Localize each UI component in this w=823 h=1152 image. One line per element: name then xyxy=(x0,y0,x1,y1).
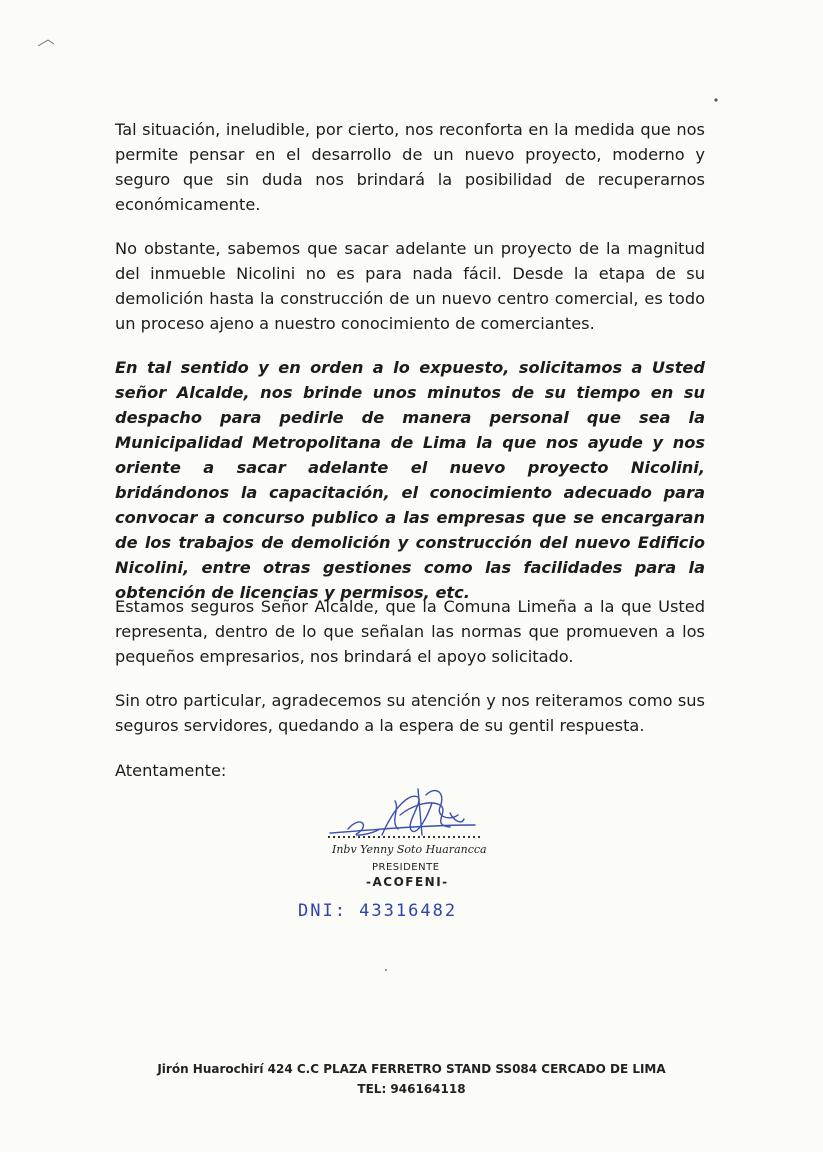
signer-organization: -ACOFENI- xyxy=(366,875,449,889)
paper-speck-icon xyxy=(712,96,720,104)
signer-name: Inbv Yenny Soto Huarancca xyxy=(332,843,487,856)
paragraph-2: No obstante, sabemos que sacar adelante un proyecto de la magnitud del inmueble Nicolini no es para nada fácil. Desde la etapa de su demolición hasta la construcción de un nuevo centro comercial, es todo un proceso ajeno a nuestro conocimiento de comerciantes. xyxy=(115,239,705,333)
footer-tel: TEL: 946164118 xyxy=(357,1082,466,1096)
paragraph-4: Estamos seguros Señor Alcalde, que la Comuna Limeña a la que Usted representa, dentro de lo que señalan las normas que promueven a los pequeños empresarios, nos brindará el apoyo solicitado. xyxy=(115,597,705,666)
closing: Atentamente: xyxy=(115,761,227,780)
dni-handwritten: DNI: 43316482 xyxy=(298,901,458,921)
paper-speck-icon xyxy=(382,966,390,974)
footer-address: Jirón Huarochirí 424 C.C PLAZA FERRETRO STAND SS084 CERCADO DE LIMA xyxy=(157,1062,666,1076)
paragraph-1: Tal situación, ineludible, por cierto, nos reconforta en la medida que nos permite pensar en el desarrollo de un nuevo proyecto, moderno y seguro que sin duda nos brindará la posibilidad de recuperarnos económicamente. xyxy=(115,120,705,214)
paper-mark-icon xyxy=(36,36,56,50)
signer-title: PRESIDENTE xyxy=(372,862,440,873)
paragraph-5: Sin otro particular, agradecemos su atención y nos reiteramos como sus seguros servidores, quedando a la espera de su gentil respuesta. xyxy=(115,691,705,735)
signature-block xyxy=(300,785,520,895)
paragraph-request: En tal sentido y en orden a lo expuesto, solicitamos a Usted señor Alcalde, nos brinde unos minutos de su tiempo en su despacho para pedirle de manera personal que sea la Municipalidad Metropolitana de Lima la que nos ayude y nos oriente a sacar adelante el nuevo proyecto Nicolini, bridándonos la capacitación, el conocimiento adecuado para convocar a concurso publico a las empresas que se encargaran de los trabajos de demolición y construcción del nuevo Edificio Nicolini, entre otras gestiones como las facilidades para la obtención de licencias y permisos, etc. xyxy=(115,358,705,602)
